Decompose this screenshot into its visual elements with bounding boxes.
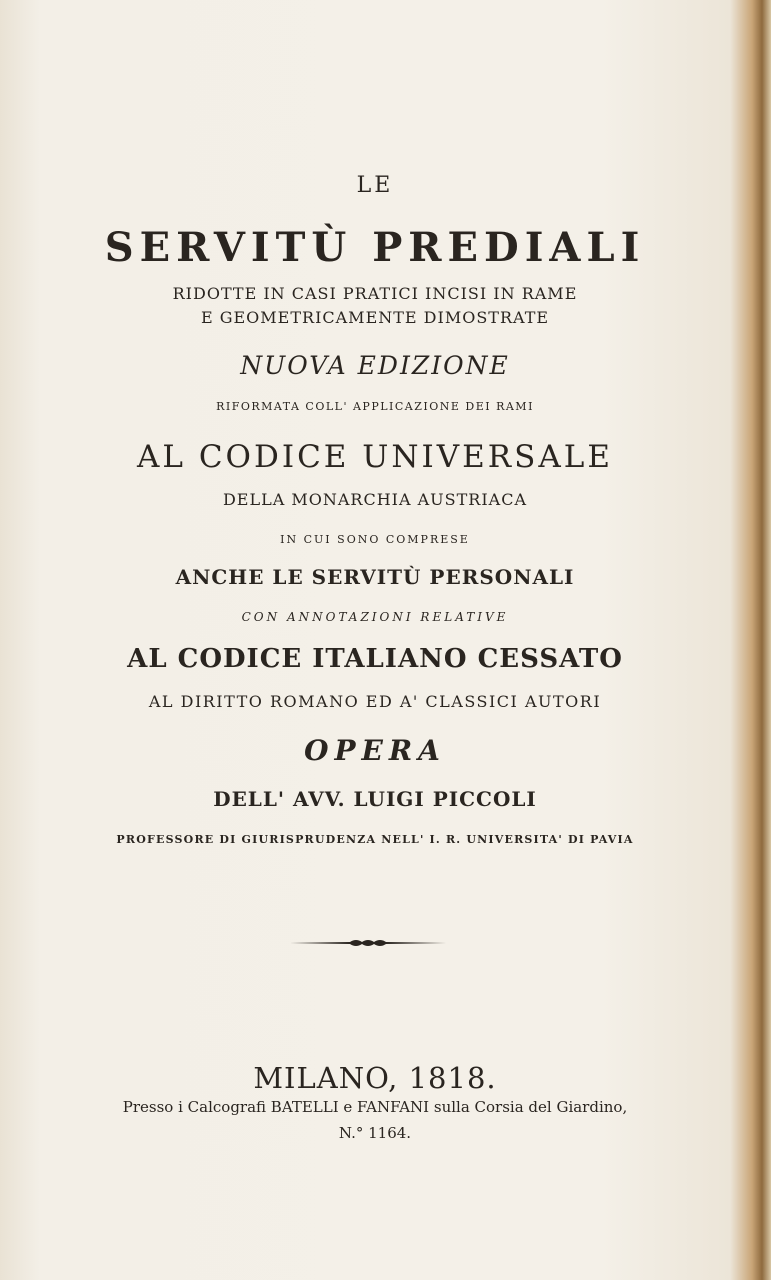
subtitle-line-1: RIDOTTE IN CASI PRATICI INCISI IN RAME <box>172 284 578 303</box>
place-year: MILANO, 1818. <box>253 1061 497 1095</box>
italian-code: AL CODICE ITALIANO CESSATO <box>127 644 623 674</box>
annotations-line: CON ANNOTAZIONI RELATIVE <box>241 610 509 624</box>
opera-label: OPERA <box>304 734 446 767</box>
ornament-divider <box>290 936 446 950</box>
author: DELL' AVV. LUIGI PICCOLI <box>213 787 537 811</box>
included-line: IN CUI SONO COMPRESE <box>280 533 470 546</box>
book-title: SERVITÙ PREDIALI <box>104 224 646 271</box>
reformed-line: RIFORMATA COLL' APPLICAZIONE DEI RAMI <box>216 400 534 413</box>
publisher: Presso i Calcografi BATELLI e FANFANI sulla Corsia del Giardino, <box>122 1098 628 1116</box>
edition: NUOVA EDIZIONE <box>240 351 510 380</box>
personal-servitudes: ANCHE LE SERVITÙ PERSONALI <box>175 565 575 589</box>
subtitle-line-2: E GEOMETRICAMENTE DIMOSTRATE <box>200 308 550 327</box>
roman-law-line: AL DIRITTO ROMANO ED A' CLASSICI AUTORI <box>148 692 602 711</box>
author-title: PROFESSORE DI GIURISPRUDENZA NELL' I. R. UNIVERSITA' DI PAVIA <box>116 833 634 846</box>
publisher-number: N.° 1164. <box>338 1124 412 1142</box>
article-le: LE <box>356 173 394 198</box>
universal-code: AL CODICE UNIVERSALE <box>137 439 613 475</box>
monarchy-line: DELLA MONARCHIA AUSTRIACA <box>222 490 528 509</box>
